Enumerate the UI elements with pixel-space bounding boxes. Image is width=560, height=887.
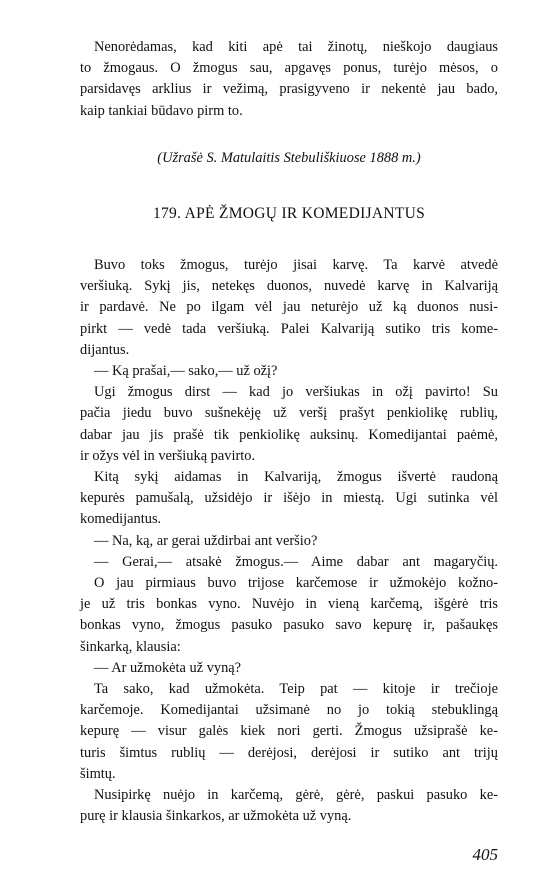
text-line: parsidavęs arklius ir vežimą, prasigyveno ir nekentė jau bado, (80, 81, 498, 98)
text-line: — Gerai,— atsakė žmogus.— Aime dabar ant magaryčių. (94, 553, 498, 570)
page-number: 405 (472, 845, 498, 864)
text-line: veršiuką. Sykį jis, netekęs duonos, nuvedė karvę in Kalvariją (80, 278, 498, 295)
text-line: Nenorėdamas, kad kiti apė tai žinotų, nieškojo daugiaus (94, 39, 498, 55)
text-line: Ugi žmogus dirst — kad jo veršiukas in ožį pavirto! Su (94, 384, 498, 401)
text-line: Buvo toks žmogus, turėjo jisai karvę. Ta karvė atvedė (94, 257, 498, 273)
text-line: šimtų. (80, 765, 116, 782)
text-line: bonkas vyno, žmogus pasuko pasuko savo kepurę ir, pašaukęs (80, 617, 498, 634)
text-line: turis šimtus rublių — derėjosi, derėjosi ir sutiko ant trijų (80, 744, 498, 761)
text-line: je už tris bonkas vyno. Nuvėjo in vieną karčemą, išgėrė tris (80, 596, 498, 613)
text-line: pirkt — vedė tada veršiuką. Palei Kalvariją sutiko tris kome- (80, 320, 498, 337)
text-line: — Na, ką, ar gerai uždirbai ant veršio? (94, 532, 318, 549)
text-line: O jau pirmiaus buvo trijose karčemose ir užmokėjo kožno- (94, 575, 498, 592)
text-line: karčemoje. Komedijantai užsimanė no jo tokią stebuklingą (80, 702, 498, 719)
text-line: komedijantus. (80, 511, 162, 528)
text-line: Nusipirkę nuėjo in karčemą, gėrė, gėrė, paskui pasuko ke- (94, 787, 498, 804)
text-line: ir pardavė. Ne po ilgam vėl jau neturėjo už ką duonos nusi- (80, 299, 498, 316)
text-line: to žmogaus. O žmogus sau, apgavęs ponus, turėjo mėsos, o (80, 60, 498, 77)
text-line: šinkarką, klausia: (80, 638, 181, 655)
text-line: dijantus. (80, 341, 130, 358)
story-text (80, 255, 498, 827)
text-line: Ta sako, kad užmokėta. Teip pat — kitoje ir trečioje (94, 681, 498, 698)
text-line: — Ką prašai,— sako,— už ožį? (94, 363, 278, 380)
text-line: purę ir klausia šinkarkos, ar užmokėta už vyną. (80, 808, 352, 825)
text-line: kepurės pamušalą, užsidėjo ir išėjo in miestą. Ugi sutinka vėl (80, 490, 498, 507)
text-line: dabar jau jis prašė tik penkiolikę auksinų. Komedijantai paėmė, (80, 426, 498, 443)
text-line: kepurę — visur galės kiek nori gerti. Žmogus užsiprašė ke- (80, 723, 498, 740)
source-note: (Užrašė S. Matulaitis Stebuliškiuose 1888 m.) (157, 150, 421, 166)
text-line: kaip tankiai būdavo pirm to. (80, 102, 243, 119)
intro-paragraph (80, 37, 498, 122)
text-line: Kitą sykį aidamas in Kalvariją, žmogus išvertė raudoną (94, 469, 498, 486)
text-line: — Ar užmokėta už vyną? (94, 659, 242, 676)
story-heading: 179. APĖ ŽMOGŲ IR KOMEDIJANTUS (152, 205, 426, 222)
text-line: ir ožys vėl in veršiuką pavirto. (80, 447, 256, 464)
text-line: pačia jiedu buvo sušnekėję už veršį prašyt penkiolikę rublių, (80, 405, 498, 422)
